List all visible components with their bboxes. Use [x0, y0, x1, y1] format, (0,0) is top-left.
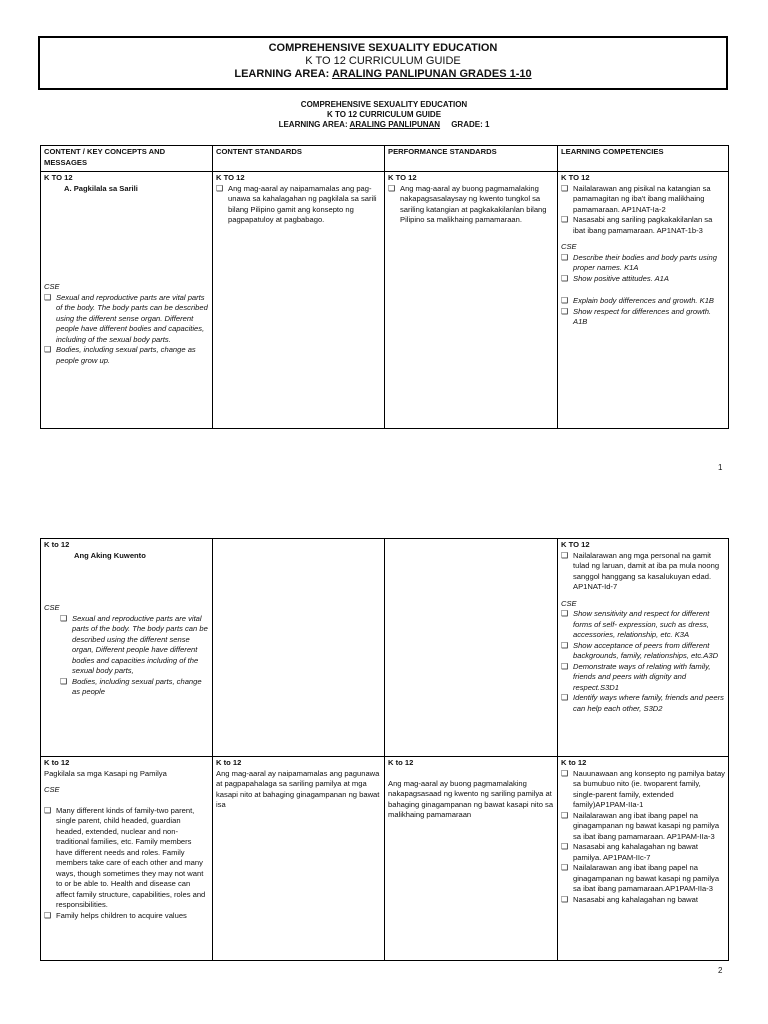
list-item: ❑ Ang mag-aaral ay buong pagmamalaking nakapagsasalaysay ng kwento tungkol sa sariling katangian at pagkakakilanlan bilang Pilipino sa malikhaing pamamaraan.: [388, 184, 554, 226]
banner-line-3: LEARNING AREA: ARALING PANLIPUNAN GRADES 1-10: [234, 68, 532, 80]
header-learning-competencies: LEARNING COMPETENCIES: [558, 146, 729, 172]
cell-content-standards: [213, 539, 385, 757]
cell-performance-standards: K to 12 Ang mag-aaral ay buong pagmamalaking nakapagsasaad ng kwento ng sariling pamilya at bahaging ginagampanan ng bawat kasapi nito sa malikhaing pamamaraan: [385, 757, 558, 961]
list-item: ❑ Describe their bodies and body parts using proper names. K1A: [561, 253, 725, 274]
header-performance-standards: PERFORMANCE STANDARDS: [385, 146, 558, 172]
cell-content-standards: K TO 12 ❑ Ang mag-aaral ay naipamamalas ang pag-unawa sa kahalagahan ng pagkilala sa sarili bilang Pilipino gamit ang konsepto ng pagpapatuloy at pagbabago.: [213, 172, 385, 429]
curriculum-table-page-2: [40, 538, 729, 961]
list-item: ❑ Sexual and reproductive parts are vital parts of the body. The body parts can be described using the different sense organ. Different people have different bodies and capacities, including of the sexual body parts.: [44, 293, 209, 346]
list-item: ❑ Bodies, including sexual parts, change as people: [60, 677, 209, 698]
list-item: ❑ Explain body differences and growth. K1B: [561, 296, 725, 307]
page-number: 1: [718, 463, 723, 472]
cell-learning-competencies: K to 12 ❑ Nauunawaan ang konsepto ng pamilya batay sa bumubuo nito (ie. twoparent family, single-parent family, extended family)AP1PAM-IIa-1 ❑ Nailalarawan ang ibat ibang papel na ginagampanan ng bawat kasapi ng pamilya sa ibat ibang pamamaraan. AP1PAM-IIa-3 ❑ Nasasabi ang kahalagahan ng bawat pamilya. AP1PAM-IIc-7 ❑ Nailalarawan ang ibat ibang papel na ginagampanan ng bawat kasapi ng pamilya sa ibat ibang pamamaraan.AP1PAM-IIa-3 ❑ Nasasabi ang kahalagahan ng bawat: [558, 757, 729, 961]
header-content: CONTENT / KEY CONCEPTS AND MESSAGES: [41, 146, 213, 172]
list-item: ❑ Family helps children to acquire values: [44, 911, 209, 922]
page-number: 2: [718, 966, 723, 975]
list-item: ❑ Identify ways where family, friends and peers can help each other, S3D2: [561, 693, 725, 714]
list-item: ❑ Nailalarawan ang mga personal na gamit tulad ng laruan, damit at iba pa mula noong sanggol hanggang sa kasalukuyan edad. AP1NAT-Id-7: [561, 551, 725, 593]
cell-performance-standards: K TO 12 ❑ Ang mag-aaral ay buong pagmamalaking nakapagsasalaysay ng kwento tungkol sa sariling katangian at pagkakakilanlan bilang Pilipino sa malikhaing pamamaraan.: [385, 172, 558, 429]
grade-subheading: COMPREHENSIVE SEXUALITY EDUCATION K TO 12 CURRICULUM GUIDE LEARNING AREA: ARALING PANLIPUNAN GRADE: 1: [278, 100, 490, 129]
curriculum-table-page-1: [40, 145, 729, 429]
list-item: ❑ Show acceptance of peers from different backgrounds, family, relationships, etc.A3D: [561, 641, 725, 662]
list-item: ❑ Nasasabi ang kahalagahan ng bawat pamilya. AP1PAM-IIc-7: [561, 842, 725, 863]
header-content-standards: CONTENT STANDARDS: [213, 146, 385, 172]
cell-learning-competencies: K TO 12 ❑ Nailalarawan ang mga personal na gamit tulad ng laruan, damit at iba pa mula noong sanggol hanggang sa kasalukuyan edad. AP1NAT-Id-7 CSE ❑ Show sensitivity and respect for different forms of self- expression, such as dress, accessories, relationship, etc. K3A ❑ Show acceptance of peers from different backgrounds, family, relationships, etc.A3D ❑ Demonstrate ways of relating with family, friends and peers with dignity and respect.S3D1 ❑ Identify ways where family, friends and peers can help each other, S3D2: [558, 539, 729, 757]
document-banner: [38, 36, 728, 90]
cell-content: K TO 12 A. Pagkilala sa Sarili CSE ❑ Sexual and reproductive parts are vital parts of the body. The body parts can be described using the different sense organ. Different people have different bodies and capacities, including of the sexual body parts. ❑ Bodies, including sexual parts, change as people grow up.: [41, 172, 213, 429]
list-item: ❑ Show respect for differences and growth. A1B: [561, 307, 725, 328]
list-item: ❑ Nailalarawan ang ibat ibang papel na ginagampanan ng bawat kasapi ng pamilya sa ibat ibang pamamaraan.AP1PAM-IIa-3: [561, 863, 725, 895]
banner-line-1: COMPREHENSIVE SEXUALITY EDUCATION: [268, 42, 498, 54]
list-item: ❑ Many different kinds of family-two parent, single parent, child headed, guardian headed, extended, nuclear and non-traditional families, etc. Family members have different needs and roles. Family members take care of each other and many ways, though sometimes they may not want to or be able to. Health and disease can affect family structure, capabilities, roles and responsibilities.: [44, 806, 209, 911]
list-item: ❑ Demonstrate ways of relating with family, friends and peers with dignity and respect.S3D1: [561, 662, 725, 694]
list-item: ❑ Nasasabi ang sariling pagkakakilanlan sa ibat ibang pamamaraan. AP1NAT-1b-3: [561, 215, 725, 236]
list-item: ❑ Sexual and reproductive parts are vital parts of the body. The body parts can be described using the different sense organ, Different people have different bodies and capacities including of the sexual body parts,: [60, 614, 209, 677]
cell-performance-standards: [385, 539, 558, 757]
cell-content-standards: K to 12 Ang mag-aaral ay naipamamalas ang pagunawa at pagpapahalaga sa sariling pamilya at mga kasapi nito at bahaging ginagampanan ng bawat isa: [213, 757, 385, 961]
banner-line-2: K TO 12 CURRICULUM GUIDE: [305, 55, 461, 67]
list-item: ❑ Show sensitivity and respect for different forms of self- expression, such as dress, accessories, relationship, etc. K3A: [561, 609, 725, 641]
cell-learning-competencies: K TO 12 ❑ Nailalarawan ang pisikal na katangian sa pamamagitan ng iba't ibang malikhaing pamamaraan. AP1NAT-Ia-2 ❑ Nasasabi ang sariling pagkakakilanlan sa ibat ibang pamamaraan. AP1NAT-1b-3 CSE ❑ Describe their bodies and body parts using proper names. K1A ❑ Show positive attitudes. A1A ❑ Explain body differences and growth. K1B ❑ Show respect for differences and growth. A1B: [558, 172, 729, 429]
list-item: ❑ Ang mag-aaral ay naipamamalas ang pag-unawa sa kahalagahan ng pagkilala sa sarili bilang Pilipino gamit ang konsepto ng pagpapatuloy at pagbabago.: [216, 184, 381, 226]
cell-content: K to 12 Pagkilala sa mga Kasapi ng Pamilya CSE ❑ Many different kinds of family-two parent, single parent, child headed, guardian headed, extended, nuclear and non-traditional families, etc. Family members have different needs and roles. Family members take care of each other and many ways, though sometimes they may not want to or be able to. Health and disease can affect family structure, capabilities, roles and responsibilities. ❑ Family helps children to acquire values: [41, 757, 213, 961]
list-item: ❑ Nailalarawan ang ibat ibang papel na ginagampanan ng bawat kasapi ng pamilya sa ibat ibang pamamaraan. AP1PAM-IIa-3: [561, 811, 725, 843]
cell-content: K to 12 Ang Aking Kuwento CSE ❑ Sexual and reproductive parts are vital parts of the body. The body parts can be described using the different sense organ, Different people have different bodies and capacities including of the sexual body parts, ❑ Bodies, including sexual parts, change as people: [41, 539, 213, 757]
list-item: ❑ Nauunawaan ang konsepto ng pamilya batay sa bumubuo nito (ie. twoparent family, single-parent family, extended family)AP1PAM-IIa-1: [561, 769, 725, 811]
list-item: ❑ Nailalarawan ang pisikal na katangian sa pamamagitan ng iba't ibang malikhaing pamamaraan. AP1NAT-Ia-2: [561, 184, 725, 216]
list-item: ❑ Show positive attitudes. A1A: [561, 274, 725, 285]
list-item: ❑ Bodies, including sexual parts, change as people grow up.: [44, 345, 209, 366]
list-item: ❑ Nasasabi ang kahalagahan ng bawat: [561, 895, 725, 906]
